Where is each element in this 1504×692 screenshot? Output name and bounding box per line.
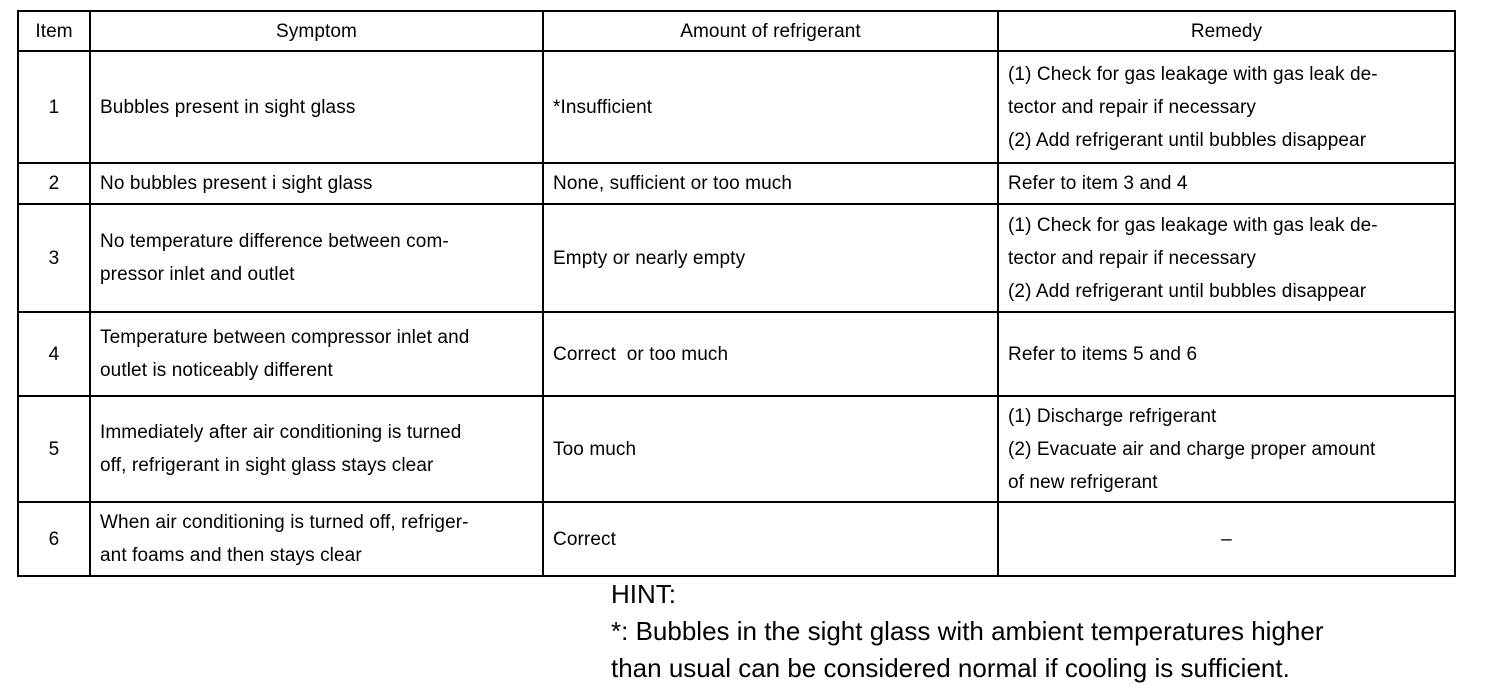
remedy-cell (998, 312, 1455, 396)
symptom-cell (90, 204, 543, 312)
header-item: Item (18, 11, 90, 51)
refrigerant-diagnosis-table (17, 10, 1456, 577)
remedy-cell (998, 502, 1455, 576)
item-number: 1 (18, 51, 90, 163)
amount-cell: Correct (543, 502, 998, 576)
amount-cell: Too much (543, 396, 998, 502)
table-row (18, 312, 1455, 396)
amount-cell: Empty or nearly empty (543, 204, 998, 312)
table-row (18, 163, 1455, 204)
symptom-line: Temperature between compressor inlet and (100, 327, 470, 348)
remedy-cell (998, 396, 1455, 502)
item-number: 4 (18, 312, 90, 396)
hint-line: than usual can be considered normal if cooling is sufficient. (611, 653, 1290, 683)
item-number: 5 (18, 396, 90, 502)
symptom-cell (90, 312, 543, 396)
remedy-line: (2) Evacuate air and charge proper amount (1008, 438, 1376, 460)
symptom-line: Immediately after air conditioning is turned (100, 422, 462, 443)
remedy-cell (998, 163, 1455, 204)
table-row (18, 204, 1455, 312)
symptom-line: pressor inlet and outlet (100, 264, 295, 285)
symptom-cell (90, 163, 543, 204)
item-number: 2 (18, 163, 90, 204)
remedy-line: tector and repair if necessary (1008, 96, 1257, 118)
amount-cell: Correct or too much (543, 312, 998, 396)
symptom-line: No bubbles present i sight glass (100, 173, 373, 194)
remedy-cell (998, 51, 1455, 163)
symptom-line: off, refrigerant in sight glass stays clear (100, 455, 434, 476)
table-header-row (18, 11, 1455, 51)
table-row (18, 502, 1455, 576)
amount-cell: None, sufficient or too much (543, 163, 998, 204)
symptom-line: No temperature difference between com- (100, 231, 449, 252)
header-amount: Amount of refrigerant (543, 11, 998, 51)
header-remedy: Remedy (998, 11, 1455, 51)
hint-line: *: Bubbles in the sight glass with ambient temperatures higher (611, 616, 1324, 646)
symptom-cell (90, 502, 543, 576)
symptom-line: Bubbles present in sight glass (100, 96, 356, 118)
table-row (18, 396, 1455, 502)
refrigerant-table-container (17, 10, 1454, 577)
remedy-line: (1) Discharge refrigerant (1008, 405, 1217, 427)
table-row (18, 51, 1455, 163)
remedy-line: (2) Add refrigerant until bubbles disappear (1008, 129, 1367, 151)
header-symptom: Symptom (90, 11, 543, 51)
symptom-line: outlet is noticeably different (100, 360, 333, 381)
amount-cell: *Insufficient (543, 51, 998, 163)
symptom-cell (90, 396, 543, 502)
remedy-cell (998, 204, 1455, 312)
item-number: 3 (18, 204, 90, 312)
item-number: 6 (18, 502, 90, 576)
symptom-line: When air conditioning is turned off, refriger- (100, 512, 469, 533)
remedy-line: Refer to item 3 and 4 (1008, 173, 1188, 194)
remedy-line: (2) Add refrigerant until bubbles disappear (1008, 280, 1367, 302)
remedy-line: – (1221, 528, 1232, 550)
symptom-cell (90, 51, 543, 163)
remedy-line: Refer to items 5 and 6 (1008, 343, 1198, 365)
remedy-line: tector and repair if necessary (1008, 247, 1257, 269)
hint-note (611, 576, 1324, 687)
remedy-line: (1) Check for gas leakage with gas leak de- (1008, 214, 1378, 236)
remedy-line: (1) Check for gas leakage with gas leak de- (1008, 63, 1378, 85)
remedy-line: of new refrigerant (1008, 471, 1158, 493)
symptom-line: ant foams and then stays clear (100, 545, 362, 566)
hint-title: HINT: (611, 579, 676, 609)
